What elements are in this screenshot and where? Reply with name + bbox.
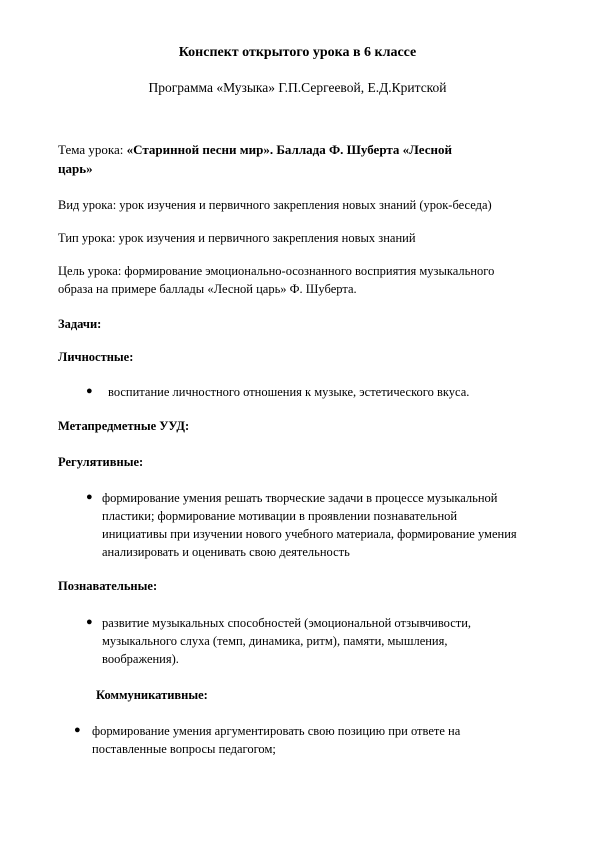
bullet-icon: ● — [86, 616, 93, 628]
list-item-text — [86, 489, 561, 562]
document-subtitle: Программа «Музыка» Г.П.Сергеевой, Е.Д.Критской — [148, 80, 447, 95]
regulatory-line-2: пластики; формирование мотивации в проявлении познавательной — [102, 509, 458, 524]
lesson-goal-line-2: образа на примере баллады «Лесной царь» Ф. Шуберта. — [58, 282, 357, 297]
meta-heading: Метапредметные УУД: — [58, 419, 190, 433]
lesson-type: Тип урока: урок изучения и первичного закрепления новых знаний — [58, 231, 416, 245]
lesson-topic-line-2: царь» — [58, 160, 93, 176]
bullet-icon: ● — [86, 491, 93, 503]
document-title: Конспект открытого урока в 6 классе — [178, 45, 417, 60]
lesson-topic-label: Тема урока: — [58, 142, 124, 157]
regulatory-line-4: анализировать и оценивать свою деятельность — [102, 545, 350, 560]
list-item-text — [86, 614, 546, 668]
regulatory-line-3: инициативы при изучении нового учебного материала, формирование умения — [102, 527, 517, 542]
regulatory-heading: Регулятивные: — [58, 455, 144, 469]
list-item-personal — [86, 383, 526, 401]
tasks-heading: Задачи: — [58, 317, 102, 331]
lesson-goal-line-1: Цель урока: формирование эмоционально-осознанного восприятия музыкального — [58, 264, 495, 278]
lesson-topic — [58, 141, 538, 179]
communicative-line-2: поставленные вопросы педагогом; — [92, 742, 276, 757]
list-item-cognitive — [86, 614, 546, 668]
bullet-icon: ● — [74, 724, 81, 736]
lesson-goal — [58, 262, 538, 298]
personal-heading: Личностные: — [58, 350, 134, 364]
cognitive-line-2: музыкального слуха (темп, динамика, ритм), памяти, мышления, — [102, 634, 448, 649]
regulatory-line-1: формирование умения решать творческие задачи в процессе музыкальной — [102, 491, 498, 505]
list-item-regulatory — [86, 489, 561, 562]
bullet-icon: ● — [86, 385, 93, 397]
lesson-topic-line-1: «Старинной песни мир». Баллада Ф. Шуберта «Лесной — [126, 142, 452, 157]
list-item-communicative — [74, 722, 544, 758]
communicative-line-1: формирование умения аргументировать свою позицию при ответе на — [92, 724, 461, 738]
cognitive-line-1: развитие музыкальных способностей (эмоциональной отзывчивости, — [102, 616, 472, 630]
cognitive-line-3: воображения). — [102, 652, 179, 667]
cognitive-heading: Познавательные: — [58, 579, 158, 593]
communicative-heading: Коммуникативные: — [96, 688, 208, 702]
list-item-text: воспитание личностного отношения к музыке, эстетического вкуса. — [108, 385, 470, 399]
list-item-text — [74, 722, 544, 758]
lesson-kind: Вид урока: урок изучения и первичного закрепления новых знаний (урок-беседа) — [58, 198, 492, 212]
